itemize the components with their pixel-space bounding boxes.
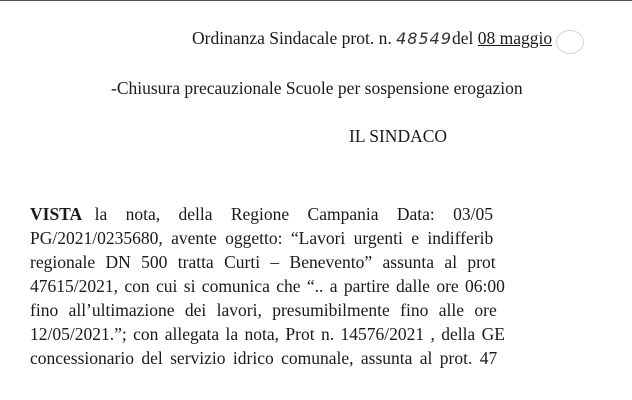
ordinance-prefix: Ordinanza Sindacale prot. n.	[192, 28, 392, 48]
ordinance-del: del	[452, 28, 474, 48]
top-rule	[0, 0, 632, 1]
body-line-6: 12/05/2021.”; con allegata la nota, Prot n. 14576/2021 , della GE	[30, 324, 505, 344]
body-line-7: concessionario del servizio idrico comunale, assunta al prot. 47	[30, 348, 498, 368]
ordinance-header	[192, 28, 552, 49]
heading-il-sindaco: IL SINDACO	[349, 126, 448, 146]
body-line-3: regionale DN 500 tratta Curti – Benevento” assunta al prot	[30, 252, 496, 272]
stamp-mark	[556, 30, 584, 54]
subject-line: -Chiusura precauzionale Scuole per sospensione erogazion	[111, 78, 523, 98]
body-line-1	[30, 202, 632, 226]
body-line-1-text: la nota, della Regione Campania Data: 03/05	[94, 204, 493, 224]
body-line-2: PG/2021/0235680, avente oggetto: “Lavori urgenti e indifferib	[30, 228, 494, 248]
handwritten-protocol-number: 48549	[396, 29, 453, 48]
ordinance-date: 08 maggio	[477, 28, 553, 48]
vista-keyword: VISTA	[30, 204, 83, 224]
body-line-5: fino all’ultimazione dei lavori, presumibilmente fino alle ore	[30, 300, 497, 320]
body-line-4: 47615/2021, con cui si comunica che “.. a partire dalle ore 06:00	[30, 276, 505, 296]
